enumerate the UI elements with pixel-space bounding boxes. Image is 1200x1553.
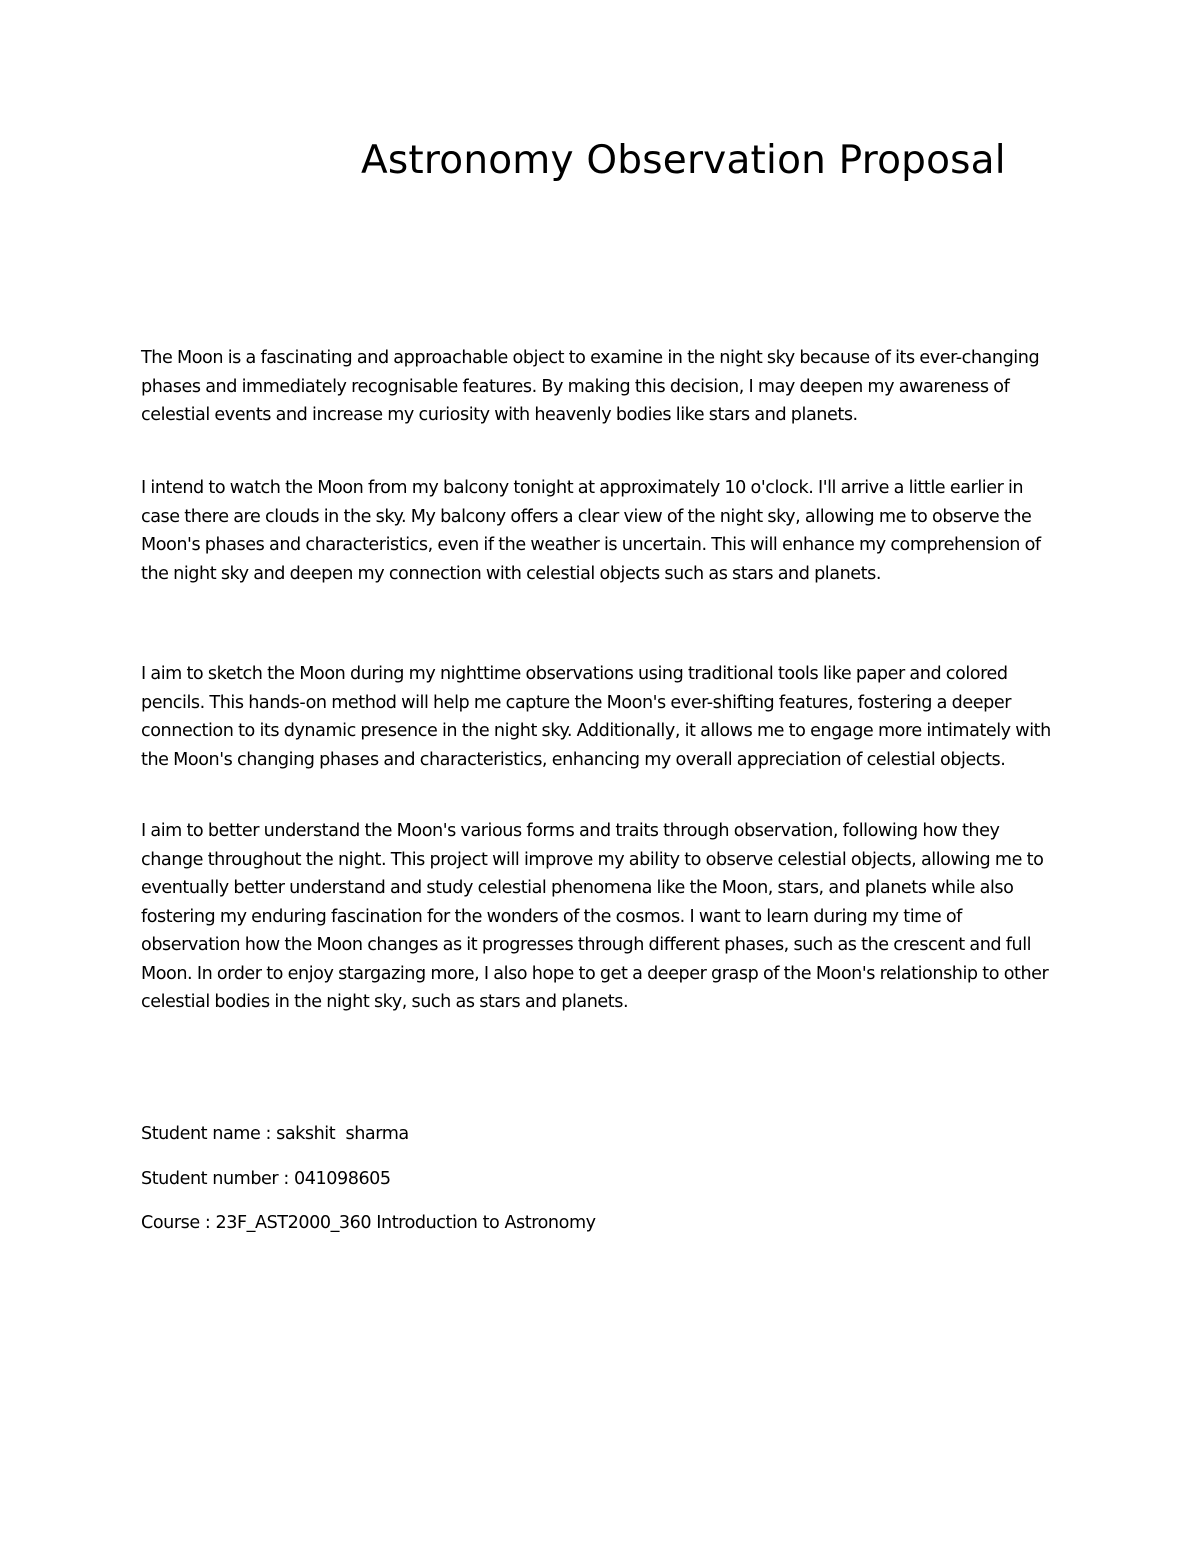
paragraph-intro: The Moon is a fascinating and approachable object to examine in the night sky because of its ever-changing phases and immediately recognisable features. By making this decision, I may deepen my awareness of celestial events and increase my curiosity with heavenly bodies like stars and planets. xyxy=(141,348,1040,425)
student-name: Student name : sakshit sharma xyxy=(141,1124,409,1144)
course-info: Course : 23F_AST2000_360 Introduction to Astronomy xyxy=(141,1213,596,1233)
paragraph-plan: I intend to watch the Moon from my balcony tonight at approximately 10 o'clock. I'll arrive a little earlier in case there are clouds in the sky. My balcony offers a clear view of the night sky, allowing me to observe the Moon's phases and characteristics, even if the weather is uncertain. This will enhance my comprehension of the night sky and deepen my connection with celestial objects such as stars and planets. xyxy=(141,478,1041,584)
paragraph-goals: I aim to better understand the Moon's various forms and traits through observation, following how they change throughout the night. This project will improve my ability to observe celestial objects, allowing me to eventually better understand and study celestial phenomena like the Moon, stars, and planets while also fostering my enduring fascination for the wonders of the cosmos. I want to learn during my time of observation how the Moon changes as it progresses through different phases, such as the crescent and full Moon. In order to enjoy stargazing more, I also hope to get a deeper grasp of the Moon's relationship to other celestial bodies in the night sky, such as stars and planets. xyxy=(141,821,1049,1012)
student-number: Student number : 041098605 xyxy=(141,1169,391,1189)
document-title: Astronomy Observation Proposal xyxy=(361,138,1006,183)
paragraph-method: I aim to sketch the Moon during my nighttime observations using traditional tools like paper and colored pencils. This hands-on method will help me capture the Moon's ever-shifting features, fostering a deeper connection to its dynamic presence in the night sky. Additionally, it allows me to engage more intimately with the Moon's changing phases and characteristics, enhancing my overall appreciation of celestial objects. xyxy=(141,664,1051,770)
